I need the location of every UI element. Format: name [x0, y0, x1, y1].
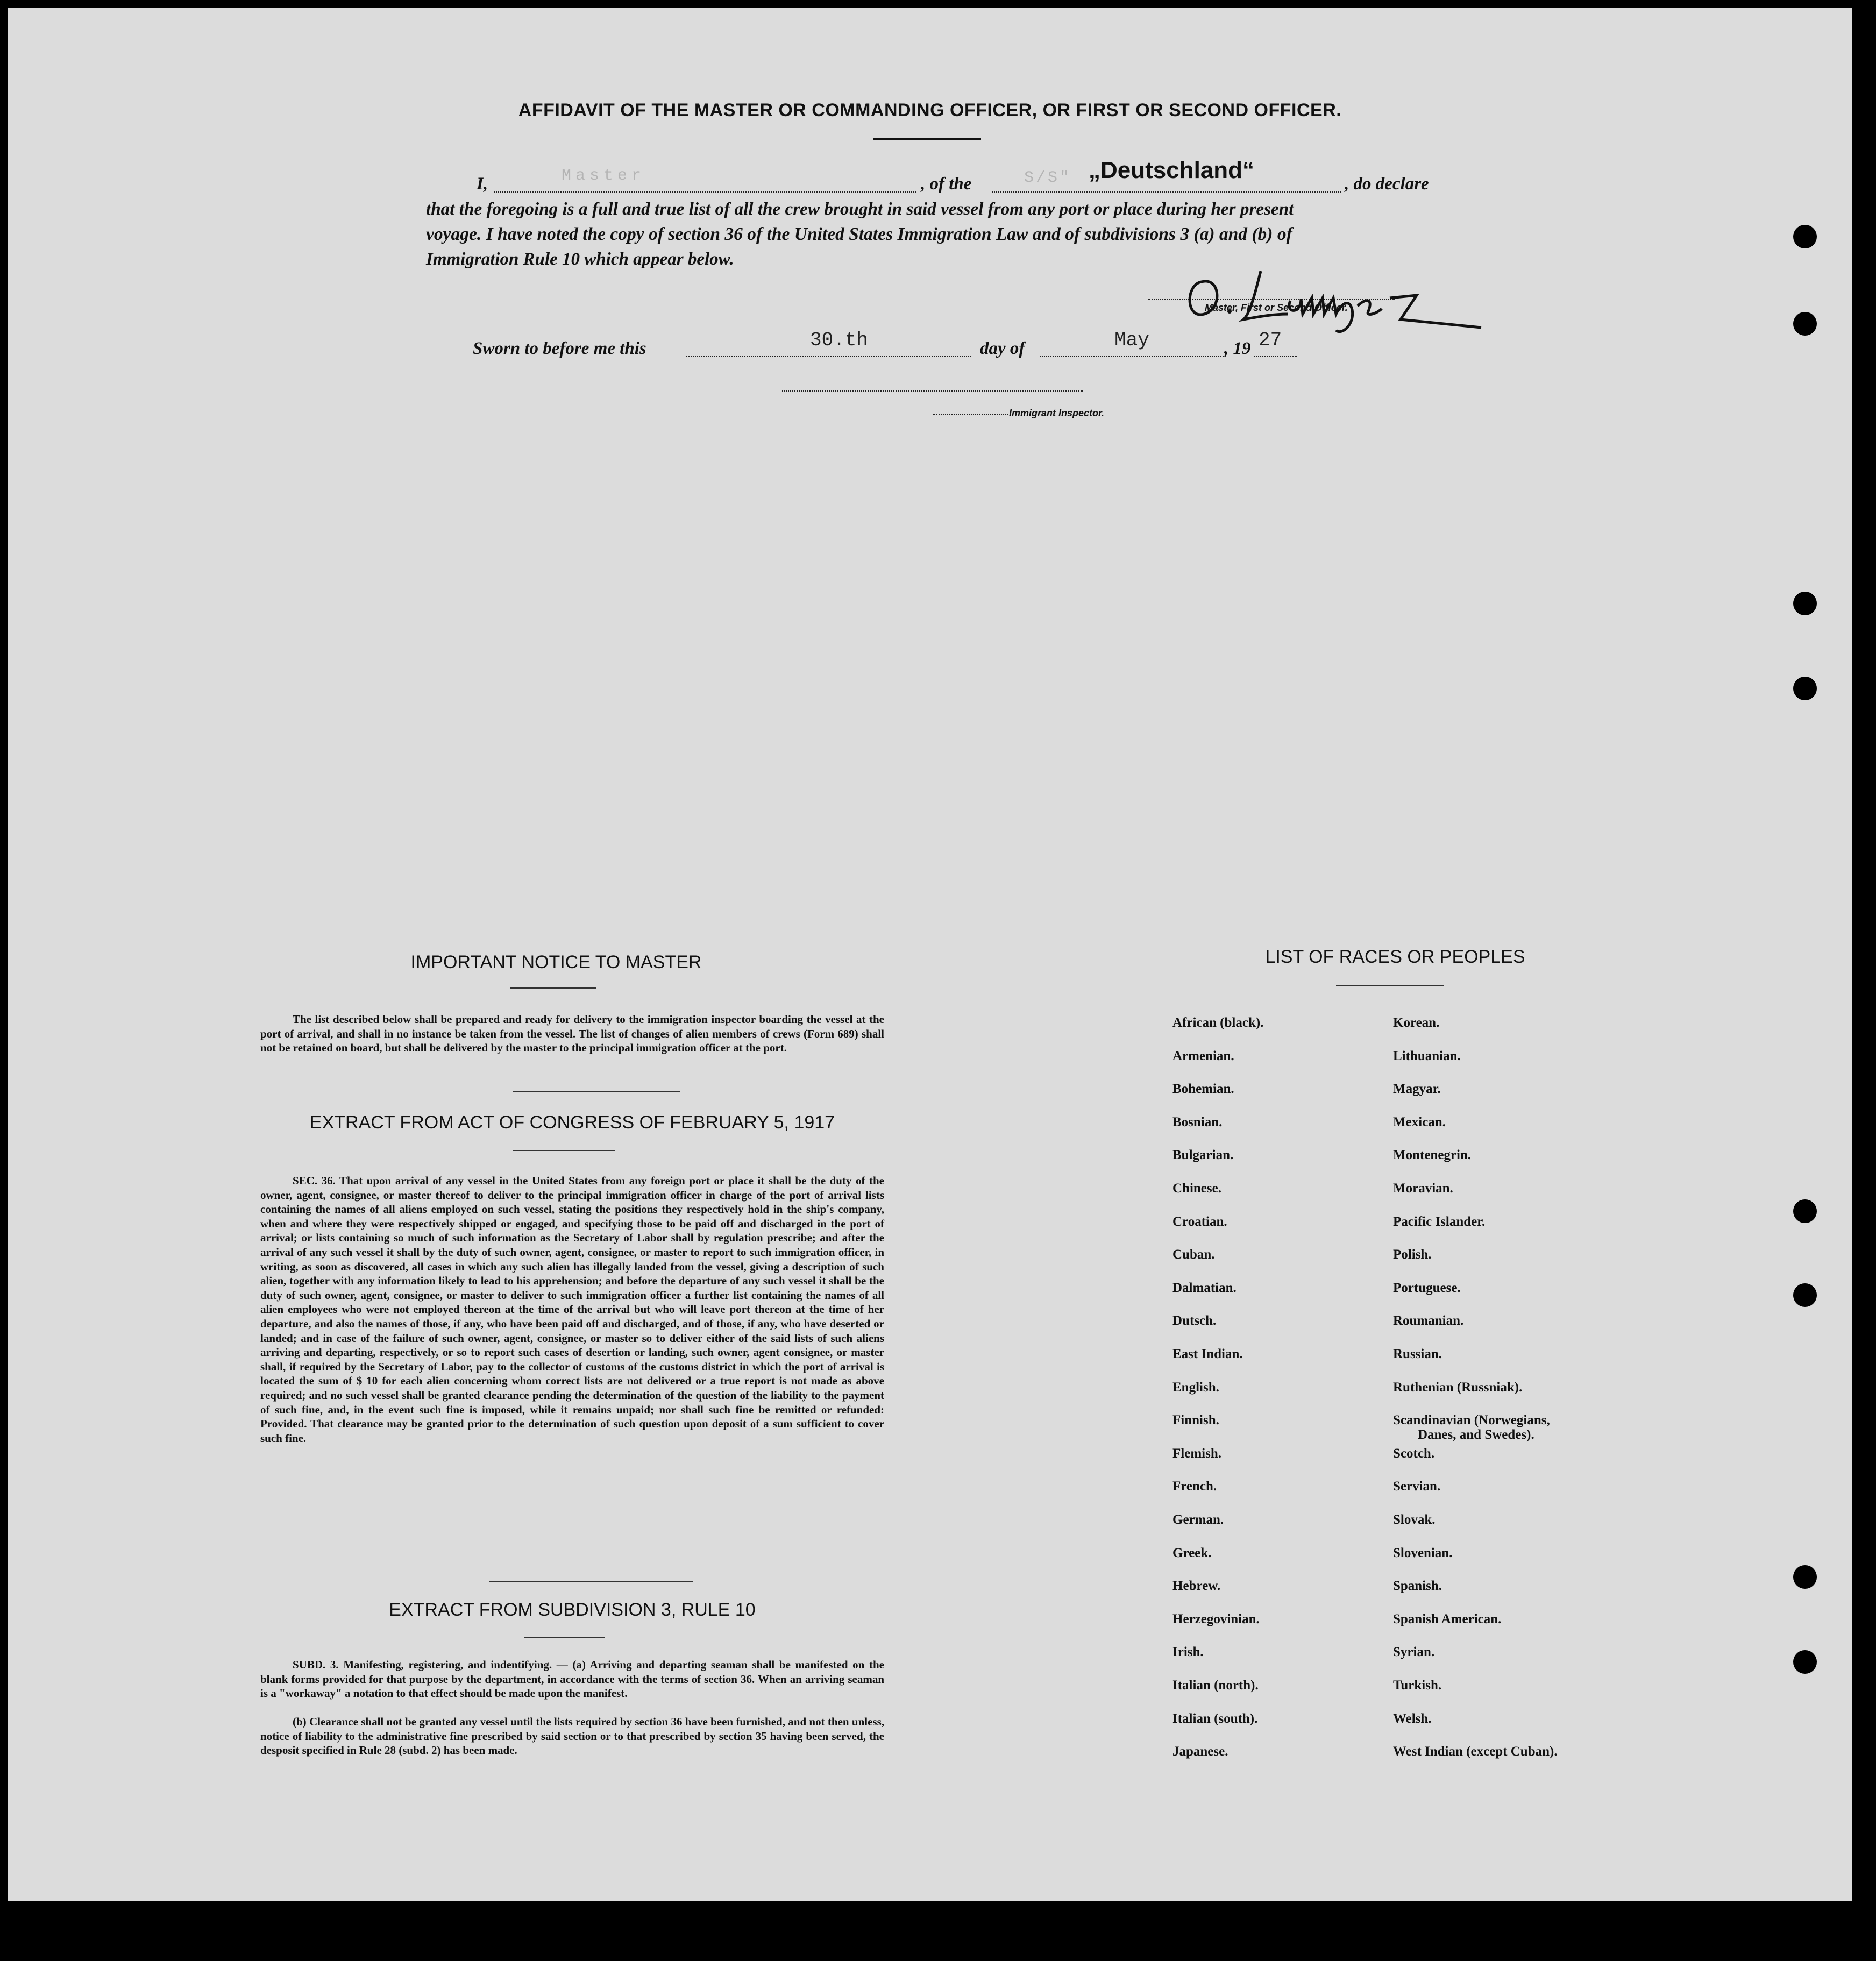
title-underline: [873, 138, 981, 140]
race-item-left: Irish.: [1172, 1645, 1204, 1660]
race-item-left: Italian (north).: [1172, 1678, 1259, 1693]
master-name-line: [494, 191, 916, 193]
race-item-left: Bosnian.: [1172, 1114, 1223, 1129]
race-item-right: Scotch.: [1393, 1446, 1435, 1461]
race-item-left: Finnish.: [1172, 1413, 1219, 1428]
rule-divider: [524, 1637, 605, 1638]
race-item-left: Dalmatian.: [1172, 1280, 1237, 1295]
race-item-left: Japanese.: [1172, 1744, 1228, 1759]
section-divider-2: [489, 1581, 693, 1582]
of-the-label: , of the: [921, 174, 972, 194]
race-item-left: Armenian.: [1172, 1048, 1234, 1063]
race-item-right: Montenegrin.: [1393, 1148, 1472, 1163]
race-item-right: Mexican.: [1393, 1114, 1446, 1129]
race-item-left: Hebrew.: [1172, 1579, 1221, 1594]
vessel-name: „Deutschland“: [1089, 157, 1255, 183]
race-item-right: Spanish.: [1393, 1579, 1442, 1594]
sworn-day: 30.th: [810, 329, 869, 351]
binder-hole: [1793, 592, 1817, 615]
race-item-right: Polish.: [1393, 1247, 1432, 1262]
inspector-caption: Immigrant Inspector.: [1009, 408, 1105, 418]
race-item-right: Portuguese.: [1393, 1280, 1461, 1295]
inspector-signature-line: [782, 390, 1083, 392]
year-suffix: 27: [1259, 329, 1282, 351]
race-item-left: Bohemian.: [1172, 1082, 1234, 1097]
race-item-left: Croatian.: [1172, 1214, 1227, 1229]
race-item-right: Lithuanian.: [1393, 1048, 1461, 1063]
race-item-right: West Indian (except Cuban).: [1393, 1744, 1558, 1759]
race-item-right: Korean.: [1393, 1015, 1440, 1030]
year-line: [1254, 356, 1297, 357]
race-item-left: English.: [1172, 1380, 1219, 1395]
act-title: EXTRACT FROM ACT OF CONGRESS OF FEBRUARY 5, 1917: [309, 1112, 835, 1133]
race-item-right: Magyar.: [1393, 1082, 1441, 1097]
day-of-label: day of: [980, 339, 1025, 358]
race-item-right: Welsh.: [1393, 1711, 1432, 1726]
affidavit-i-label: I,: [477, 174, 488, 194]
race-item-right: Ruthenian (Russniak).: [1393, 1380, 1523, 1395]
rule-title: EXTRACT FROM SUBDIVISION 3, RULE 10: [389, 1600, 756, 1620]
affidavit-line-2: that the foregoing is a full and true list of all the crew brought in said vessel from any port or place during her present: [426, 199, 1294, 219]
rule-text-b: (b) Clearance shall not be granted any vessel until the lists required by section 36 have been furnished, and not then unless, notice of liability to the administrative fine prescribed by said section or to that prescribed by section 35 having been served, the desposit specified in Rule 28 (subd. 2) has been made.: [260, 1715, 884, 1757]
ss-prefix: S/S": [1024, 169, 1072, 187]
race-item-left: Dutsch.: [1172, 1313, 1217, 1328]
notice-text: The list described below shall be prepared and ready for delivery to the immigration inspector boarding the vessel at the port of arrival, and shall in no instance be taken from the vessel. The list of changes of alien members of crews (Form 689) shall not be retained on board, but shall be delivered by the master to the principal immigration officer at the port.: [260, 1013, 884, 1055]
affidavit-line-3: voyage. I have noted the copy of section 36 of the United States Immigration Law and of subdivisions 3 (a) and (b) of: [426, 224, 1292, 244]
race-item-right: Russian.: [1393, 1347, 1442, 1361]
officer-signature: [1180, 260, 1503, 341]
notice-divider: [510, 987, 596, 989]
race-item-right: Syrian.: [1393, 1645, 1435, 1660]
race-item-right: Moravian.: [1393, 1181, 1453, 1196]
race-item-left: Greek.: [1172, 1545, 1212, 1560]
race-item-right: Slovak.: [1393, 1512, 1436, 1527]
binder-hole: [1793, 1199, 1817, 1223]
race-item-left: Bulgarian.: [1172, 1148, 1234, 1163]
race-item-left: African (black).: [1172, 1015, 1264, 1030]
race-item-right: Pacific Islander.: [1393, 1214, 1486, 1229]
race-item-left: German.: [1172, 1512, 1224, 1527]
race-item-right: Spanish American.: [1393, 1611, 1502, 1626]
race-item-right: Turkish.: [1393, 1678, 1442, 1693]
race-item-left: Herzegovinian.: [1172, 1611, 1260, 1626]
race-item-right: Slovenian.: [1393, 1545, 1453, 1560]
sworn-month: May: [1114, 329, 1149, 351]
race-item-left: East Indian.: [1172, 1347, 1243, 1361]
sworn-day-line: [686, 356, 971, 357]
binder-hole: [1793, 677, 1817, 700]
act-text: SEC. 36. That upon arrival of any vessel in the United States from any foreign port or place it shall be the duty of the owner, agent, consignee, or master thereof to deliver to the principal immigration officer in charge of the port of arrival lists containing the names of all aliens employed on such vessel, stating the positions they respectively hold in the ship's company, when and where they were respectively shipped or engaged, and specifying those to be paid off and discharged in the port of arrival; or lists containing so much of such information as the Secretary of Labor shall by regulation prescribe; and after the arrival of any such vessel it shall by the duty of such owner, agent, consignee, or master to report to such immigration officer, in writing, as soon as discovered, all cases in which any such alien has illegally landed from the vessel, giving a description of such alien, together with any information likely to lead to his apprehension; and before the departure of any such vessel it shall be the duty of such owner, agent, consignee, or master to deliver to such immigration officer a further list containing the names of all alien employees who were not employed thereon at the time of the arrival but who will leave port thereon at the time of her departure, and also the names of those, if any, who have been paid off and discharged, and of those, if any, who have deserted or landed; and in case of the failure of such owner, agent, consignee, or master so to deliver either of the said lists of such aliens arriving and departing, respectively, or so to report such cases of desertion or landing, such owner, agent consignee, or master shall, if required by the Secretary of Labor, pay to the collector of customs of the customs district in which the port of arrival is located the sum of $ 10 for each alien concerning whom correct lists are not delivered or a true report is not made as above required; and no such vessel shall be granted clearance pending the determination of the question of the liability to the payment of such fine, and, in the event such fine is imposed, while it remains unpaid; nor shall such fine be remitted or refunded: Provided. That clearance may be granted prior to the determination of such question upon deposit of a sum sufficient to cover such fine.: [260, 1174, 884, 1445]
binder-hole: [1793, 1283, 1817, 1307]
inspector-short-line: [933, 414, 1008, 415]
act-divider: [513, 1150, 615, 1151]
race-item-left: Italian (south).: [1172, 1711, 1258, 1726]
section-divider-1: [513, 1091, 680, 1092]
vessel-name-line: [992, 191, 1341, 193]
affidavit-title: AFFIDAVIT OF THE MASTER OR COMMANDING OFFICER, OR FIRST OR SECOND OFFICER.: [518, 100, 1342, 120]
binder-hole: [1793, 1565, 1817, 1589]
race-item-left: Flemish.: [1172, 1446, 1221, 1461]
master-faint-text: Master: [562, 167, 646, 185]
race-item-right: Roumanian.: [1393, 1313, 1464, 1328]
sworn-month-line: [1040, 356, 1226, 357]
year-prefix: , 19: [1224, 339, 1251, 358]
binder-hole: [1793, 225, 1817, 248]
notice-title: IMPORTANT NOTICE TO MASTER: [410, 952, 702, 972]
rule-text-a: SUBD. 3. Manifesting, registering, and indentifying. — (a) Arriving and departing seaman shall be manifested on the blank forms provided for that purpose by the department, in accordance with the terms of section 36. When an arriving seaman is a "workaway" a notation to that effect should be made upon the manifest.: [260, 1658, 884, 1700]
race-item-left: Chinese.: [1172, 1181, 1221, 1196]
sworn-label: Sworn to before me this: [473, 339, 646, 358]
binder-hole: [1793, 1650, 1817, 1674]
do-declare-label: , do declare: [1345, 174, 1429, 194]
races-title: LIST OF RACES OR PEOPLES: [1265, 947, 1525, 967]
race-item-left: French.: [1172, 1479, 1217, 1494]
affidavit-line-4: Immigration Rule 10 which appear below.: [426, 250, 734, 269]
race-item-right: Scandinavian (Norwegians,: [1393, 1413, 1550, 1428]
race-item-left: Cuban.: [1172, 1247, 1215, 1262]
races-divider: [1336, 985, 1444, 986]
form-page: [8, 8, 1852, 1901]
binder-hole: [1793, 312, 1817, 336]
race-item-right: Servian.: [1393, 1479, 1441, 1494]
signature-caption: Master, First or Second Officer.: [1205, 302, 1348, 313]
race-item-right-extra: Danes, and Swedes).: [1418, 1427, 1534, 1442]
